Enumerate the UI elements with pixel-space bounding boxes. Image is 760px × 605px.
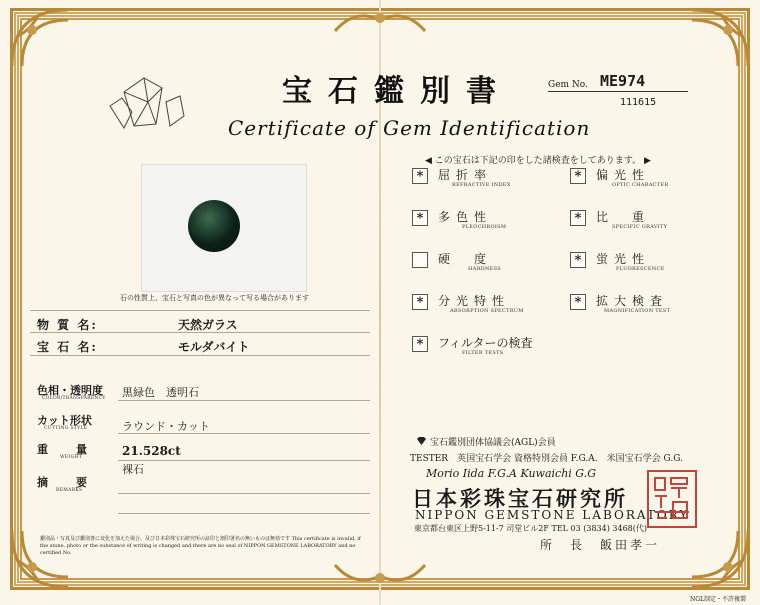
crystal-logo-icon [104, 72, 188, 130]
checkbox-filter-tests: * [412, 336, 428, 352]
gem-name-label: 宝 石 名: [37, 340, 98, 354]
disclaimer-text: 鑑別品・写真及び鑑別書に変化を加えた場合、及び日本彩珠宝石研究所の証印と割印署名の無いものは無効です This certificate is invalid, if the stone, photo or the substance of writing is changed and there are no seal of NIPPON GEMSTONE LABORATORY and no certified No. [40, 536, 361, 556]
test-fluorescence: 蛍光性 [596, 252, 651, 266]
color-label: 色相・透明度 [37, 384, 103, 397]
gem-number: ME974 [600, 72, 646, 90]
test-hardness-en: HARDNESS [468, 266, 501, 272]
test-refractive-index-en: REFRACTIVE INDEX [452, 182, 511, 188]
gem-number-underline [548, 91, 688, 92]
moldavite-stone-image [188, 200, 240, 252]
weight-value: 21.528ct [122, 444, 181, 458]
cut-value: ラウンド・カット [122, 420, 210, 433]
corner-ornament-icon [8, 6, 72, 70]
test-pleochroism-en: PLEOCHROISM [462, 224, 507, 230]
divider [30, 355, 370, 356]
material-value: 天然ガラス [178, 318, 238, 332]
serial-number: 111615 [620, 97, 657, 108]
divider [118, 513, 370, 514]
cut-label-en: CUTTING STYLE [44, 426, 88, 431]
divider [118, 460, 370, 461]
checkbox-pleochroism: * [412, 210, 428, 226]
laboratory-seal-stamp [647, 470, 697, 528]
footer-note: NGL制定・不許複製 [690, 596, 747, 603]
certificate-title: 宝石鑑別書 [282, 74, 512, 109]
divider [30, 310, 370, 311]
weight-label: 重 量 [37, 443, 89, 456]
test-fluorescence-en: FLUORESCENCE [616, 266, 665, 272]
tests-header-text: この宝石は下記の印をした諸検査をしてあります。 [434, 156, 642, 166]
association-membership: 宝石鑑別団体協議会(AGL)会員 [430, 438, 556, 448]
bottom-crest-ornament-icon [330, 560, 430, 590]
test-absorption-spectrum-en: ABSORPTION SPECTRUM [450, 308, 524, 314]
seal-icon [649, 472, 695, 526]
remarks-label: 摘 要 [37, 476, 89, 489]
weight-label-en: WEIGHT [60, 455, 83, 460]
color-value: 黒緑色 透明石 [122, 386, 199, 399]
test-pleochroism: 多色性 [438, 210, 493, 224]
certificate-subtitle: Certificate of Gem Identification [228, 116, 591, 140]
material-label: 物 質 名: [37, 318, 98, 332]
gem-name-value: モルダバイト [178, 340, 250, 354]
laboratory-name-en: NIPPON GEMSTONE LABORATORY [415, 508, 690, 522]
test-filter-en: FILTER TESTS [462, 350, 504, 356]
cut-label: カット形状 [37, 414, 92, 427]
divider [118, 433, 370, 434]
tester-credentials: TESTER 英国宝石学会 資格特別会員 F.G.A. 米国宝石学会 G.G. [410, 454, 683, 464]
divider [118, 400, 370, 401]
test-magnification: 拡大検査 [596, 294, 669, 308]
checkbox-fluorescence: * [570, 252, 586, 268]
remarks-label-en: REMARKS [56, 488, 83, 493]
laboratory-name-jp: 日本彩珠宝石研究所 [412, 486, 628, 511]
checkbox-specific-gravity: * [570, 210, 586, 226]
top-crest-ornament-icon [330, 6, 430, 36]
corner-ornament-icon [688, 6, 752, 70]
test-specific-gravity: 比 重 [596, 210, 651, 224]
photo-caption: 石の性質上、宝石と写真の色が異なって写る場合があります [120, 294, 309, 302]
test-hardness: 硬 度 [438, 252, 493, 266]
corner-ornament-icon [688, 527, 752, 591]
test-refractive-index: 屈折率 [438, 168, 493, 182]
remarks-value: 裸石 [122, 463, 144, 476]
tester-signature: Morio Iida F.G.A Kuwaichi G.G [426, 467, 596, 480]
checkbox-refractive-index: * [412, 168, 428, 184]
test-optic-character: 偏光性 [596, 168, 651, 182]
color-label-en: COLOR/TRANSPARENCY [42, 396, 106, 401]
director-name: 所 長 飯田孝一 [540, 538, 661, 552]
test-optic-character-en: OPTIC CHARACTER [612, 182, 669, 188]
tests-header: ◀ この宝石は下記の印をした諸検査をしてあります。 ▶ [425, 156, 651, 166]
test-magnification-en: MAGNIFICATION TEST [604, 308, 671, 314]
checkbox-magnification-test: * [570, 294, 586, 310]
gem-number-label: Gem No. [548, 80, 588, 90]
test-filter: フィルターの検査 [438, 336, 533, 350]
checkbox-hardness [412, 252, 428, 268]
agl-diamond-icon [416, 437, 427, 445]
laboratory-address: 東京都台東区上野5-11-7 司堂ビル2F TEL 03 (3834) 3468(代) [414, 524, 647, 533]
divider [30, 332, 370, 333]
divider [118, 493, 370, 494]
test-absorption-spectrum: 分光特性 [438, 294, 511, 308]
test-specific-gravity-en: SPECIFIC GRAVITY [612, 224, 668, 230]
checkbox-optic-character: * [570, 168, 586, 184]
checkbox-absorption-spectrum: * [412, 294, 428, 310]
